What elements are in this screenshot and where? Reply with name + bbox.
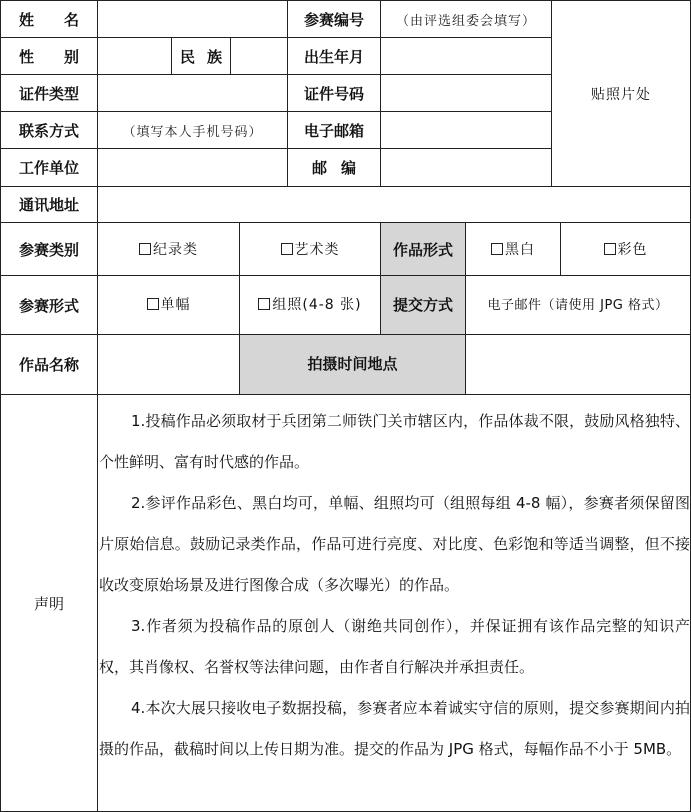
work-unit-field[interactable] bbox=[97, 148, 288, 187]
entry-form-option-series-label: 组照(4-8 张) bbox=[272, 297, 362, 313]
work-form-option-color-label: 彩色 bbox=[617, 242, 648, 258]
checkbox-icon bbox=[281, 243, 293, 255]
checkbox-icon bbox=[139, 243, 151, 255]
category-option-documentary[interactable] bbox=[97, 222, 240, 276]
id-number-field[interactable] bbox=[380, 74, 552, 112]
postal-field[interactable] bbox=[380, 148, 552, 187]
shoot-time-place-label: 拍摄时间地点 bbox=[239, 334, 466, 395]
declaration-paragraph-2: 2.参评作品彩色、黑白均可，单幅、组照均可（组照每组 4-8 幅），参赛者须保留图片原始信息。鼓励记录类作品，作品可进行亮度、对比度、色彩饱和等适当调整，但不接收改变原始场景及进行图像合成（多次曝光）的作品。 bbox=[99, 494, 690, 594]
declaration-text bbox=[97, 394, 691, 812]
gender-field[interactable] bbox=[97, 37, 172, 75]
contact-field[interactable]: （填写本人手机号码） bbox=[97, 111, 288, 149]
gender-label-char-1: 性 bbox=[19, 47, 35, 66]
checkbox-icon bbox=[258, 298, 270, 310]
category-label: 参赛类别 bbox=[0, 222, 98, 276]
entry-form-option-single[interactable] bbox=[97, 275, 240, 335]
name-label bbox=[0, 0, 98, 38]
id-type-label: 证件类型 bbox=[0, 74, 98, 112]
gender-label bbox=[0, 37, 98, 75]
category-option-art[interactable] bbox=[239, 222, 381, 276]
work-form-option-bw-label: 黑白 bbox=[505, 242, 535, 258]
postal-label-char-2: 编 bbox=[340, 159, 356, 177]
checkbox-icon bbox=[604, 243, 616, 255]
category-option-documentary-label: 纪录类 bbox=[153, 242, 198, 258]
work-form-label: 作品形式 bbox=[380, 222, 466, 276]
entry-number-label: 参赛编号 bbox=[287, 0, 381, 38]
ethnicity-field[interactable] bbox=[230, 37, 288, 75]
postal-label bbox=[287, 148, 381, 187]
ethnicity-label-char-2: 族 bbox=[206, 47, 222, 66]
postal-label-char-1: 邮 bbox=[312, 159, 328, 177]
birth-label: 出生年月 bbox=[287, 37, 381, 75]
name-field[interactable] bbox=[97, 0, 288, 38]
declaration-paragraph-3: 3.作者须为投稿作品的原创人（谢绝共同创作），并保证拥有该作品完整的知识产权，其肖像权、名誉权等法律问题，由作者自行解决并承担责任。 bbox=[99, 617, 690, 676]
declaration-paragraph-1: 1.投稿作品必须取材于兵团第二师铁门关市辖区内，作品体裁不限，鼓励风格独特、个性鲜明、富有时代感的作品。 bbox=[99, 412, 690, 471]
submit-method-value: 电子邮件（请使用 JPG 格式） bbox=[465, 275, 691, 335]
work-title-label: 作品名称 bbox=[0, 334, 98, 395]
entry-form-label: 参赛形式 bbox=[0, 275, 98, 335]
id-number-label: 证件号码 bbox=[287, 74, 381, 112]
email-field[interactable] bbox=[380, 111, 552, 149]
declaration-paragraph-4: 4.本次大展只接收电子数据投稿，参赛者应本着诚实守信的原则，提交参赛期间内拍摄的作品，截稿时间以上传日期为准。提交的作品为 JPG 格式，每幅作品不小于 5MB。 bbox=[99, 699, 690, 758]
email-label: 电子邮箱 bbox=[287, 111, 381, 149]
work-title-field[interactable] bbox=[97, 334, 240, 395]
contact-label: 联系方式 bbox=[0, 111, 98, 149]
declaration-label: 声明 bbox=[0, 394, 98, 812]
photo-placeholder[interactable]: 贴照片处 bbox=[551, 0, 691, 187]
ethnicity-label bbox=[171, 37, 231, 75]
ethnicity-label-char-1: 民 bbox=[180, 47, 196, 66]
shoot-time-place-field[interactable] bbox=[465, 334, 691, 395]
id-type-field[interactable] bbox=[97, 74, 288, 112]
birth-field[interactable] bbox=[380, 37, 552, 75]
entry-number-note: （由评选组委会填写） bbox=[380, 0, 552, 38]
work-form-option-color[interactable] bbox=[560, 222, 691, 276]
address-field[interactable] bbox=[97, 186, 691, 223]
submit-method-label: 提交方式 bbox=[380, 275, 466, 335]
checkbox-icon bbox=[491, 243, 503, 255]
entry-form-option-series[interactable] bbox=[239, 275, 381, 335]
entry-form-option-single-label: 单幅 bbox=[160, 297, 191, 313]
name-label-char-1: 姓 bbox=[19, 10, 35, 29]
category-option-art-label: 艺术类 bbox=[294, 242, 340, 258]
address-label: 通讯地址 bbox=[0, 186, 98, 223]
work-form-option-bw[interactable] bbox=[465, 222, 561, 276]
checkbox-icon bbox=[147, 298, 159, 310]
work-unit-label: 工作单位 bbox=[0, 148, 98, 187]
name-label-char-2: 名 bbox=[63, 10, 79, 29]
gender-label-char-2: 别 bbox=[63, 47, 79, 66]
